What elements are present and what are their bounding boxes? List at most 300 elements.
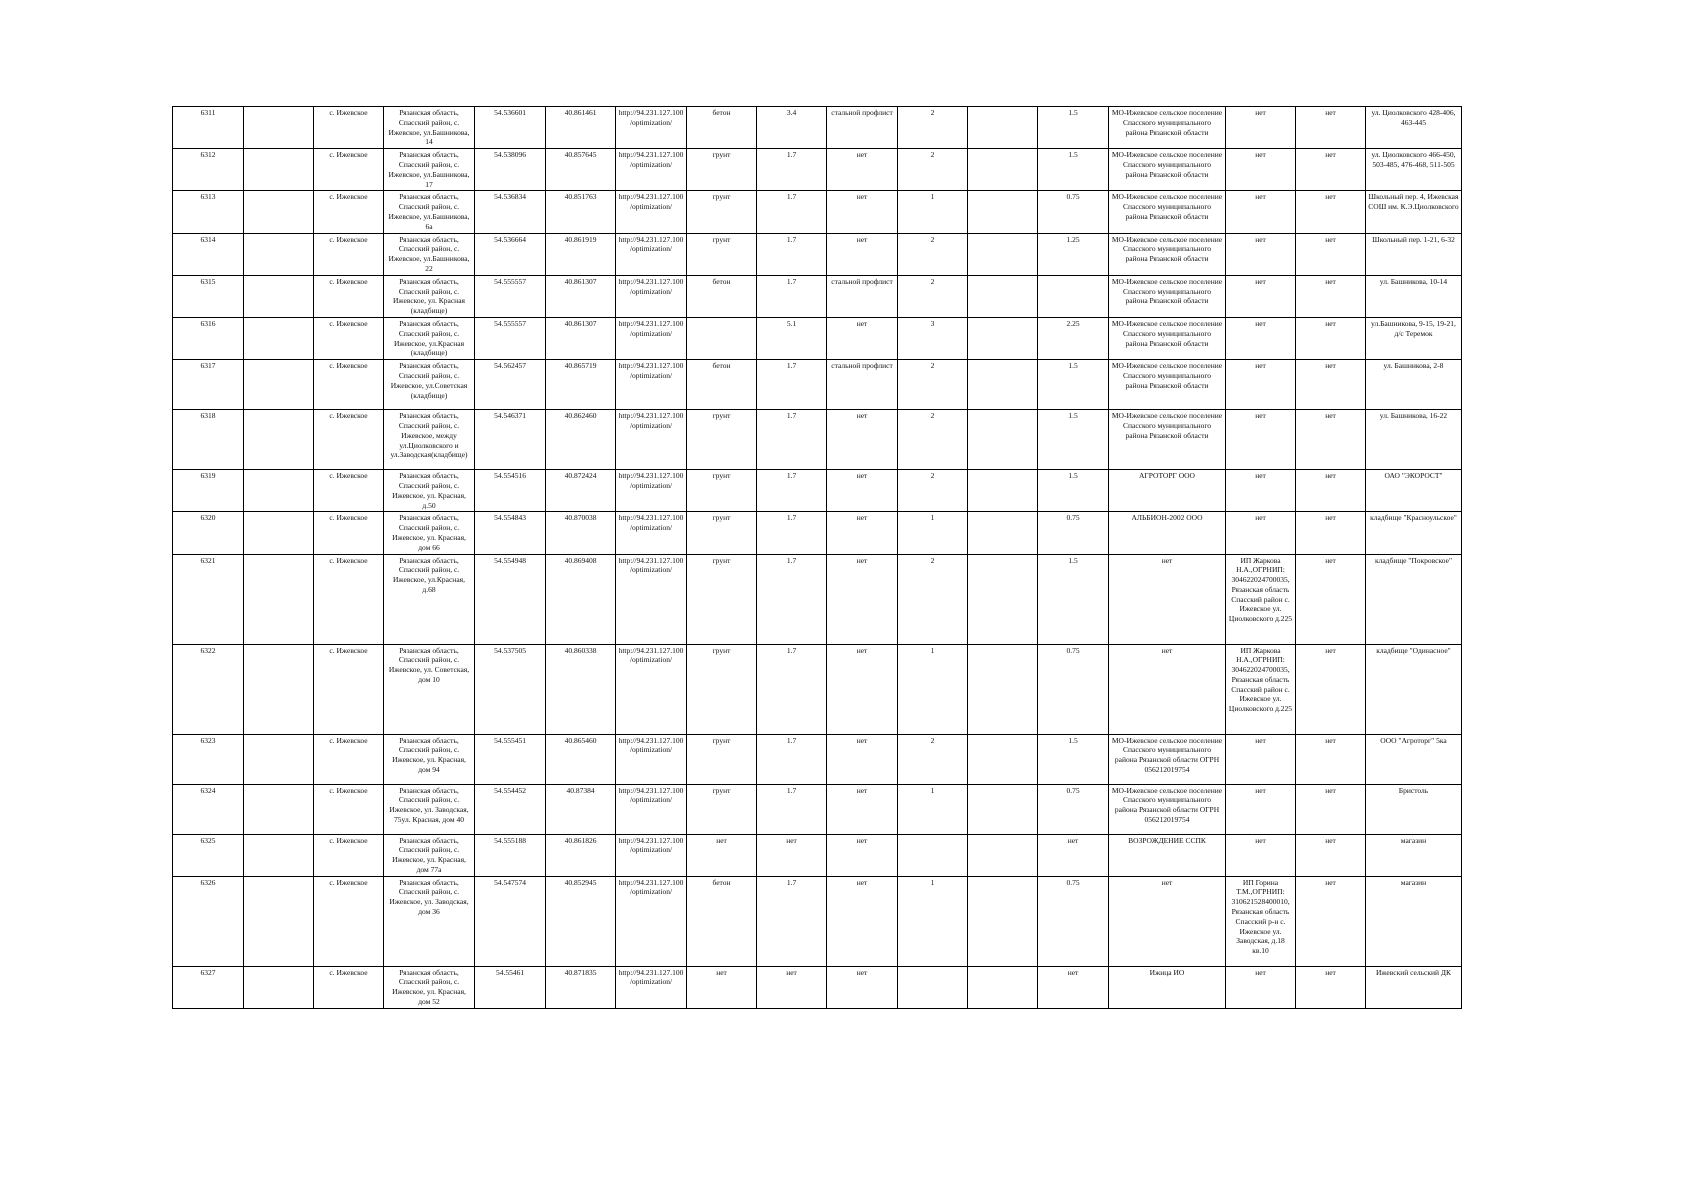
cell-settlement: с. Ижевское [314, 876, 384, 966]
cell-flag: нет [1296, 966, 1366, 1008]
cell-address: Рязанская область, Спасский район, с. Ижевское, ул.Башникова, 17 [384, 149, 475, 191]
cell-empty-col [244, 317, 314, 359]
cell-volume: 1.5 [1038, 360, 1109, 410]
cell-volume [1038, 275, 1109, 317]
cell-fence-type: нет [827, 317, 898, 359]
cell-volume: 1.5 [1038, 410, 1109, 470]
cell-waste-source: ул. Башникова, 2-8 [1366, 360, 1462, 410]
cell-owner: нет [1109, 554, 1226, 644]
cell-empty-col [244, 876, 314, 966]
cell-empty-col-2 [968, 149, 1038, 191]
cell-longitude: 40.852945 [546, 876, 616, 966]
cell-latitude: 54.546371 [475, 410, 546, 470]
cell-container-count: 2 [898, 233, 968, 275]
table-row [173, 360, 1462, 410]
cell-longitude: 40.870038 [546, 512, 616, 554]
cell-container-count: 2 [898, 470, 968, 512]
cell-area: нет [757, 966, 827, 1008]
cell-map-link[interactable]: http://94.231.127.100/optimization/ [616, 784, 687, 834]
cell-map-link[interactable]: http://94.231.127.100/optimization/ [616, 275, 687, 317]
cell-waste-source: кладбище "Покровское" [1366, 554, 1462, 644]
cell-settlement: с. Ижевское [314, 554, 384, 644]
cell-empty-col [244, 107, 314, 149]
cell-longitude: 40.872424 [546, 470, 616, 512]
cell-empty-col-2 [968, 360, 1038, 410]
cell-surface-type: бетон [687, 876, 757, 966]
cell-empty-col [244, 784, 314, 834]
cell-empty-col-2 [968, 107, 1038, 149]
cell-container-count: 2 [898, 149, 968, 191]
cell-empty-col [244, 275, 314, 317]
cell-volume: 1.5 [1038, 554, 1109, 644]
cell-fence-type: нет [827, 470, 898, 512]
cell-fence-type: нет [827, 734, 898, 784]
cell-volume: 1.5 [1038, 470, 1109, 512]
cell-surface-type: грунт [687, 233, 757, 275]
cell-map-link[interactable]: http://94.231.127.100/optimization/ [616, 107, 687, 149]
table-row [173, 317, 1462, 359]
cell-area: 1.7 [757, 876, 827, 966]
table-row [173, 191, 1462, 233]
cell-business-owner: нет [1226, 410, 1296, 470]
cell-empty-col-2 [968, 275, 1038, 317]
cell-owner: МО-Ижевское сельское поселение Спасского муниципального района Рязанской области ОГРН 056212019754 [1109, 784, 1226, 834]
cell-address: Рязанская область, Спасский район, с. Ижевское, ул. Красная, дом 66 [384, 512, 475, 554]
cell-empty-col [244, 966, 314, 1008]
cell-latitude: 54.555188 [475, 834, 546, 876]
cell-owner: МО-Ижевское сельское поселение Спасского муниципального района Рязанской области [1109, 410, 1226, 470]
cell-settlement: с. Ижевское [314, 512, 384, 554]
cell-waste-source: кладбище "Одинасное" [1366, 644, 1462, 734]
cell-empty-col-2 [968, 876, 1038, 966]
cell-longitude: 40.865719 [546, 360, 616, 410]
table-row [173, 149, 1462, 191]
table-row [173, 876, 1462, 966]
cell-flag: нет [1296, 644, 1366, 734]
cell-owner: нет [1109, 876, 1226, 966]
cell-business-owner: нет [1226, 107, 1296, 149]
cell-row-id: 6324 [173, 784, 244, 834]
cell-row-id: 6319 [173, 470, 244, 512]
cell-empty-col [244, 191, 314, 233]
table-row [173, 107, 1462, 149]
cell-longitude: 40.862460 [546, 410, 616, 470]
cell-empty-col-2 [968, 233, 1038, 275]
cell-flag: нет [1296, 734, 1366, 784]
cell-volume: нет [1038, 834, 1109, 876]
cell-longitude: 40.861307 [546, 275, 616, 317]
cell-latitude: 54.555557 [475, 275, 546, 317]
cell-area: 1.7 [757, 734, 827, 784]
cell-container-count: 3 [898, 317, 968, 359]
cell-volume: 1.25 [1038, 233, 1109, 275]
cell-business-owner: нет [1226, 834, 1296, 876]
table-row [173, 512, 1462, 554]
cell-empty-col-2 [968, 317, 1038, 359]
cell-fence-type: нет [827, 233, 898, 275]
cell-settlement: с. Ижевское [314, 644, 384, 734]
cell-settlement: с. Ижевское [314, 275, 384, 317]
cell-business-owner: нет [1226, 966, 1296, 1008]
cell-row-id: 6314 [173, 233, 244, 275]
cell-flag: нет [1296, 317, 1366, 359]
cell-flag: нет [1296, 512, 1366, 554]
cell-area: 1.7 [757, 644, 827, 734]
cell-empty-col [244, 149, 314, 191]
cell-settlement: с. Ижевское [314, 470, 384, 512]
cell-empty-col [244, 834, 314, 876]
cell-flag: нет [1296, 784, 1366, 834]
cell-empty-col [244, 734, 314, 784]
cell-business-owner: нет [1226, 233, 1296, 275]
cell-row-id: 6317 [173, 360, 244, 410]
cell-row-id: 6325 [173, 834, 244, 876]
cell-container-count [898, 834, 968, 876]
cell-surface-type: грунт [687, 410, 757, 470]
cell-fence-type: нет [827, 966, 898, 1008]
cell-row-id: 6320 [173, 512, 244, 554]
cell-flag: нет [1296, 233, 1366, 275]
cell-area: 1.7 [757, 149, 827, 191]
cell-address: Рязанская область, Спасский район, с. Ижевское, ул.Башникова, 6а [384, 191, 475, 233]
cell-map-link[interactable]: http://94.231.127.100/optimization/ [616, 554, 687, 644]
cell-settlement: с. Ижевское [314, 410, 384, 470]
table-row [173, 233, 1462, 275]
cell-longitude: 40.860338 [546, 644, 616, 734]
cell-map-link[interactable]: http://94.231.127.100/optimization/ [616, 512, 687, 554]
cell-surface-type: грунт [687, 554, 757, 644]
cell-map-link[interactable]: http://94.231.127.100/optimization/ [616, 834, 687, 876]
cell-volume: 0.75 [1038, 784, 1109, 834]
cell-waste-source: Школьный пер. 1-21, 6-32 [1366, 233, 1462, 275]
cell-address: Рязанская область, Спасский район, с. Ижевское, ул. Красная, д.50 [384, 470, 475, 512]
table-row [173, 410, 1462, 470]
cell-address: Рязанская область, Спасский район, с. Ижевское, ул. Заводская, 75ул. Красная, дом 40 [384, 784, 475, 834]
cell-map-link[interactable]: http://94.231.127.100/optimization/ [616, 470, 687, 512]
cell-latitude: 54.554516 [475, 470, 546, 512]
cell-volume: 0.75 [1038, 191, 1109, 233]
cell-address: Рязанская область, Спасский район, с. Ижевское, ул. Красная (кладбище) [384, 275, 475, 317]
cell-empty-col [244, 554, 314, 644]
cell-surface-type: грунт [687, 191, 757, 233]
cell-empty-col-2 [968, 410, 1038, 470]
cell-flag: нет [1296, 554, 1366, 644]
cell-empty-col [244, 410, 314, 470]
cell-waste-source: ООО "Агроторг" 5ка [1366, 734, 1462, 784]
cell-area: 1.7 [757, 512, 827, 554]
cell-map-link[interactable]: http://94.231.127.100/optimization/ [616, 233, 687, 275]
cell-surface-type [687, 317, 757, 359]
cell-waste-source: кладбище "Красноульское" [1366, 512, 1462, 554]
cell-container-count: 2 [898, 360, 968, 410]
cell-address: Рязанская область, Спасский район, с. Ижевское, ул. Красная, дом 77а [384, 834, 475, 876]
cell-map-link[interactable]: http://94.231.127.100/optimization/ [616, 734, 687, 784]
cell-longitude: 40.861826 [546, 834, 616, 876]
table-row [173, 554, 1462, 644]
cell-row-id: 6311 [173, 107, 244, 149]
cell-empty-col-2 [968, 470, 1038, 512]
cell-container-count: 1 [898, 191, 968, 233]
cell-latitude: 54.55461 [475, 966, 546, 1008]
cell-waste-source: магазин [1366, 834, 1462, 876]
cell-settlement: с. Ижевское [314, 834, 384, 876]
table-row [173, 734, 1462, 784]
cell-volume: 0.75 [1038, 876, 1109, 966]
register-table [172, 106, 1462, 1009]
cell-fence-type: нет [827, 784, 898, 834]
cell-business-owner: нет [1226, 275, 1296, 317]
cell-owner: АГРОТОРГ ООО [1109, 470, 1226, 512]
cell-address: Рязанская область, Спасский район, с. Ижевское, между ул.Циолковского и ул.Заводская(кладбище) [384, 410, 475, 470]
cell-container-count: 1 [898, 876, 968, 966]
cell-fence-type: нет [827, 876, 898, 966]
cell-flag: нет [1296, 876, 1366, 966]
cell-empty-col [244, 233, 314, 275]
cell-address: Рязанская область, Спасский район, с. Ижевское, ул.Красная (кладбище) [384, 317, 475, 359]
cell-volume: нет [1038, 966, 1109, 1008]
cell-empty-col [244, 512, 314, 554]
cell-empty-col-2 [968, 644, 1038, 734]
cell-empty-col-2 [968, 834, 1038, 876]
cell-row-id: 6327 [173, 966, 244, 1008]
cell-business-owner: ИП Жаркова Н.А.,ОГРНИП: 304622024700035, Рязанская область Спасский район с. Ижевское ул. Циолковского д.225 [1226, 554, 1296, 644]
cell-surface-type: грунт [687, 784, 757, 834]
cell-container-count: 2 [898, 275, 968, 317]
cell-volume: 1.5 [1038, 107, 1109, 149]
cell-row-id: 6316 [173, 317, 244, 359]
cell-row-id: 6318 [173, 410, 244, 470]
cell-volume: 0.75 [1038, 644, 1109, 734]
cell-longitude: 40.861307 [546, 317, 616, 359]
cell-map-link[interactable]: http://94.231.127.100/optimization/ [616, 410, 687, 470]
cell-row-id: 6321 [173, 554, 244, 644]
cell-latitude: 54.536664 [475, 233, 546, 275]
cell-flag: нет [1296, 410, 1366, 470]
cell-settlement: с. Ижевское [314, 360, 384, 410]
cell-area: 1.7 [757, 360, 827, 410]
cell-settlement: с. Ижевское [314, 734, 384, 784]
cell-longitude: 40.869408 [546, 554, 616, 644]
cell-address: Рязанская область, Спасский район, с. Ижевское, ул.Башникова, 22 [384, 233, 475, 275]
cell-waste-source: Бристоль [1366, 784, 1462, 834]
cell-area: 1.7 [757, 233, 827, 275]
cell-longitude: 40.865460 [546, 734, 616, 784]
cell-waste-source: Школьный пер. 4, Ижевская СОШ им. К.Э.Циолковского [1366, 191, 1462, 233]
cell-container-count [898, 966, 968, 1008]
cell-longitude: 40.861919 [546, 233, 616, 275]
cell-flag: нет [1296, 149, 1366, 191]
cell-surface-type: бетон [687, 107, 757, 149]
cell-settlement: с. Ижевское [314, 149, 384, 191]
cell-area: нет [757, 834, 827, 876]
cell-area: 1.7 [757, 410, 827, 470]
cell-volume: 1.5 [1038, 734, 1109, 784]
table-row [173, 784, 1462, 834]
cell-empty-col-2 [968, 734, 1038, 784]
cell-latitude: 54.554452 [475, 784, 546, 834]
cell-owner: нет [1109, 644, 1226, 734]
cell-empty-col-2 [968, 512, 1038, 554]
cell-latitude: 54.536834 [475, 191, 546, 233]
cell-settlement: с. Ижевское [314, 966, 384, 1008]
cell-latitude: 54.536601 [475, 107, 546, 149]
cell-longitude: 40.87384 [546, 784, 616, 834]
cell-fence-type: нет [827, 512, 898, 554]
cell-owner: МО-Ижевское сельское поселение Спасского муниципального района Рязанской области ОГРН 056212019754 [1109, 734, 1226, 784]
cell-waste-source: ул.Башникова, 9-15, 19-21, д/с Теремок [1366, 317, 1462, 359]
cell-surface-type: грунт [687, 149, 757, 191]
cell-owner: МО-Ижевское сельское поселение Спасского муниципального района Рязанской области [1109, 191, 1226, 233]
cell-settlement: с. Ижевское [314, 233, 384, 275]
cell-owner: МО-Ижевское сельское поселение Спасского муниципального района Рязанской области [1109, 233, 1226, 275]
cell-surface-type: грунт [687, 734, 757, 784]
cell-fence-type: нет [827, 644, 898, 734]
cell-business-owner: нет [1226, 360, 1296, 410]
cell-empty-col [244, 644, 314, 734]
cell-latitude: 54.537505 [475, 644, 546, 734]
cell-surface-type: грунт [687, 512, 757, 554]
cell-owner: МО-Ижевское сельское поселение Спасского муниципального района Рязанской области [1109, 149, 1226, 191]
cell-address: Рязанская область, Спасский район, с. Ижевское, ул.Красная, д.68 [384, 554, 475, 644]
cell-latitude: 54.547574 [475, 876, 546, 966]
table-row [173, 275, 1462, 317]
cell-surface-type: грунт [687, 470, 757, 512]
cell-row-id: 6322 [173, 644, 244, 734]
cell-business-owner: нет [1226, 512, 1296, 554]
cell-area: 1.7 [757, 275, 827, 317]
cell-address: Рязанская область, Спасский район, с. Ижевское, ул.Советская (кладбище) [384, 360, 475, 410]
cell-waste-source: Ижевский сельский ДК [1366, 966, 1462, 1008]
cell-address: Рязанская область, Спасский район, с. Ижевское, ул.Башникова, 14 [384, 107, 475, 149]
cell-map-link[interactable]: http://94.231.127.100/optimization/ [616, 149, 687, 191]
table-body [173, 107, 1462, 1009]
cell-map-link[interactable]: http://94.231.127.100/optimization/ [616, 644, 687, 734]
cell-area: 1.7 [757, 554, 827, 644]
cell-fence-type: нет [827, 834, 898, 876]
cell-latitude: 54.562457 [475, 360, 546, 410]
cell-fence-type: нет [827, 191, 898, 233]
cell-latitude: 54.555557 [475, 317, 546, 359]
cell-map-link[interactable]: http://94.231.127.100/optimization/ [616, 317, 687, 359]
cell-map-link[interactable]: http://94.231.127.100/optimization/ [616, 876, 687, 966]
cell-container-count: 2 [898, 410, 968, 470]
cell-surface-type: нет [687, 966, 757, 1008]
cell-address: Рязанская область, Спасский район, с. Ижевское, ул. Советская, дом 10 [384, 644, 475, 734]
cell-volume: 2.25 [1038, 317, 1109, 359]
cell-surface-type: грунт [687, 644, 757, 734]
cell-longitude: 40.851763 [546, 191, 616, 233]
cell-business-owner: ИП Жаркова Н.А.,ОГРНИП: 304622024700035, Рязанская область Спасский район с. Ижевское ул. Циолковского д.225 [1226, 644, 1296, 734]
cell-flag: нет [1296, 360, 1366, 410]
cell-business-owner: нет [1226, 191, 1296, 233]
cell-address: Рязанская область, Спасский район, с. Ижевское, ул. Красная, дом 94 [384, 734, 475, 784]
cell-business-owner: нет [1226, 734, 1296, 784]
cell-business-owner: нет [1226, 784, 1296, 834]
cell-waste-source: ул. Башникова, 10-14 [1366, 275, 1462, 317]
cell-owner: МО-Ижевское сельское поселение Спасского муниципального района Рязанской области [1109, 317, 1226, 359]
cell-row-id: 6313 [173, 191, 244, 233]
cell-waste-source: ул. Циолковского 466-450, 503-485, 476-468, 511-505 [1366, 149, 1462, 191]
cell-map-link[interactable]: http://94.231.127.100/optimization/ [616, 360, 687, 410]
cell-flag: нет [1296, 191, 1366, 233]
cell-longitude: 40.857645 [546, 149, 616, 191]
cell-empty-col-2 [968, 191, 1038, 233]
cell-surface-type: бетон [687, 360, 757, 410]
cell-container-count: 1 [898, 644, 968, 734]
cell-waste-source: ул. Башникова, 16-22 [1366, 410, 1462, 470]
cell-row-id: 6326 [173, 876, 244, 966]
cell-container-count: 2 [898, 107, 968, 149]
cell-empty-col-2 [968, 554, 1038, 644]
table-row [173, 966, 1462, 1008]
cell-waste-source: магазин [1366, 876, 1462, 966]
cell-settlement: с. Ижевское [314, 784, 384, 834]
cell-fence-type: нет [827, 149, 898, 191]
cell-fence-type: нет [827, 410, 898, 470]
cell-empty-col-2 [968, 966, 1038, 1008]
cell-business-owner: нет [1226, 317, 1296, 359]
cell-container-count: 2 [898, 554, 968, 644]
cell-container-count: 2 [898, 734, 968, 784]
cell-longitude: 40.861461 [546, 107, 616, 149]
cell-container-count: 1 [898, 784, 968, 834]
cell-latitude: 54.555451 [475, 734, 546, 784]
cell-fence-type: стальной профлист [827, 107, 898, 149]
table-row [173, 470, 1462, 512]
cell-business-owner: нет [1226, 470, 1296, 512]
cell-volume: 1.5 [1038, 149, 1109, 191]
cell-business-owner: нет [1226, 149, 1296, 191]
cell-owner: МО-Ижевское сельское поселение Спасского муниципального района Рязанской области [1109, 360, 1226, 410]
cell-empty-col [244, 470, 314, 512]
cell-surface-type: бетон [687, 275, 757, 317]
cell-row-id: 6315 [173, 275, 244, 317]
cell-address: Рязанская область, Спасский район, с. Ижевское, ул. Красная, дом 52 [384, 966, 475, 1008]
cell-latitude: 54.538096 [475, 149, 546, 191]
cell-row-id: 6312 [173, 149, 244, 191]
cell-map-link[interactable]: http://94.231.127.100/optimization/ [616, 191, 687, 233]
cell-flag: нет [1296, 275, 1366, 317]
cell-area: 1.7 [757, 784, 827, 834]
cell-latitude: 54.554948 [475, 554, 546, 644]
cell-settlement: с. Ижевское [314, 191, 384, 233]
cell-settlement: с. Ижевское [314, 107, 384, 149]
cell-map-link[interactable]: http://94.231.127.100/optimization/ [616, 966, 687, 1008]
cell-waste-source: ОАО "ЭКОРОСТ" [1366, 470, 1462, 512]
cell-owner: АЛЬБИОН-2002 ООО [1109, 512, 1226, 554]
cell-empty-col [244, 360, 314, 410]
table-row [173, 644, 1462, 734]
cell-owner: МО-Ижевское сельское поселение Спасского муниципального района Рязанской области [1109, 275, 1226, 317]
cell-container-count: 1 [898, 512, 968, 554]
cell-flag: нет [1296, 834, 1366, 876]
cell-empty-col-2 [968, 784, 1038, 834]
cell-area: 1.7 [757, 191, 827, 233]
cell-fence-type: нет [827, 554, 898, 644]
cell-area: 3.4 [757, 107, 827, 149]
table-row [173, 834, 1462, 876]
cell-row-id: 6323 [173, 734, 244, 784]
cell-area: 1.7 [757, 470, 827, 512]
cell-address: Рязанская область, Спасский район, с. Ижевское, ул. Заводская, дом 36 [384, 876, 475, 966]
cell-surface-type: нет [687, 834, 757, 876]
cell-flag: нет [1296, 107, 1366, 149]
cell-business-owner: ИП Горина Т.М.,ОГРНИП: 310621528400010, Рязанская область Спасский р-н с. Ижевское ул. Заводская, д.18 кв.10 [1226, 876, 1296, 966]
cell-fence-type: стальной профлист [827, 275, 898, 317]
cell-waste-source: ул. Циолковского 428-406, 463-445 [1366, 107, 1462, 149]
cell-owner: МО-Ижевское сельское поселение Спасского муниципального района Рязанской области [1109, 107, 1226, 149]
cell-fence-type: стальной профлист [827, 360, 898, 410]
